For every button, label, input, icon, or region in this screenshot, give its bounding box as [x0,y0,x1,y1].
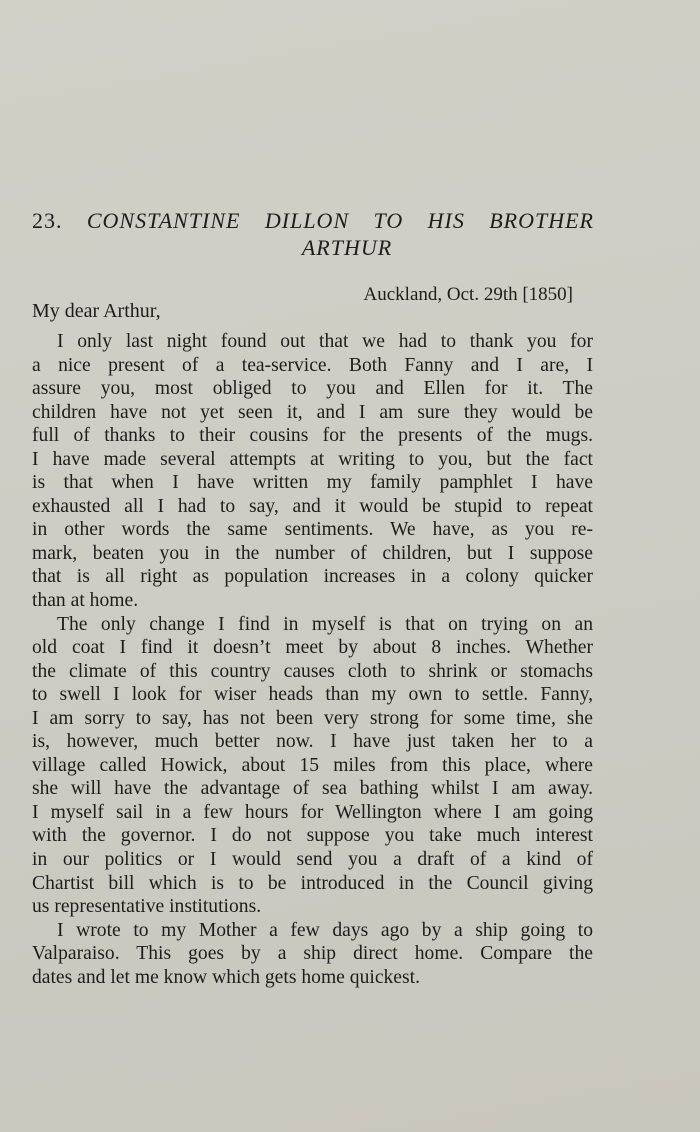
text-line: full of thanks to their cousins for the presents of the mugs. [32,425,593,447]
heading-line-1 [32,208,594,234]
text-line: with the governor. I do not suppose you take much interest [32,825,593,847]
text-line: she will have the advantage of sea bathing whilst I am away. [32,778,593,800]
text-line: exhausted all I had to say, and it would be stupid to repeat [32,495,593,517]
text-line: Chartist bill which is to be introduced in the Council giving [32,872,593,894]
text-line: I only last night found out that we had to thank you for [57,331,593,352]
text-line: a nice present of a tea-service. Both Fanny and I are, I [32,354,593,376]
text-line: assure you, most obliged to you and Ellen for it. The [32,378,593,400]
text-line: the climate of this country causes cloth to shrink or stomachs [32,660,593,682]
dateline: Auckland, Oct. 29th [1850] [363,284,573,305]
text-line: to swell I look for wiser heads than my own to settle. Fanny, [32,684,593,706]
paragraph [32,330,593,613]
title-word: CONSTANTINE [86,208,241,233]
letter-body [32,330,593,989]
text-line: village called Howick, about 15 miles from this place, where [32,754,593,776]
salutation: My dear Arthur, [32,300,161,322]
title-word: DILLON [264,208,350,233]
text-line: than at home. [32,590,139,612]
title-word: BROTHER [489,208,594,233]
text-line: old coat I find it doesn’t meet by about 8 inches. Whether [32,637,593,659]
paragraph [32,919,593,990]
letter-heading [32,208,594,261]
text-line: Valparaiso. This goes by a ship direct home. Compare the [32,943,593,965]
text-line: is, however, much better now. I have just taken her to a [32,731,593,753]
title-word: TO [373,208,404,233]
text-line: children have not yet seen it, and I am sure they would be [32,401,593,423]
text-line: I wrote to my Mother a few days ago by a ship going to [57,919,593,941]
text-line: I have made several attempts at writing to you, but the fact [32,448,593,470]
text-line: that is all right as population increases in a colony quicker [32,566,593,588]
letter-number: 23. [32,208,63,233]
text-line: I myself sail in a few hours for Wellington where I am going [32,801,593,823]
text-line: us representative institutions. [32,896,262,918]
text-line: I am sorry to say, has not been very strong for some time, she [32,707,593,729]
paragraph [32,613,593,919]
text-line: in other words the same sentiments. We have, as you re- [32,519,593,541]
text-line: in our politics or I would send you a draft of a kind of [32,849,593,871]
text-line: mark, beaten you in the number of children, but I suppose [32,542,593,564]
text-line: is that when I have written my family pamphlet I have [32,472,593,494]
heading-line-2: ARTHUR [301,235,393,260]
text-line: The only change I find in myself is that on trying on an [57,613,593,635]
title-word: HIS [427,208,465,233]
text-line: dates and let me know which gets home quickest. [32,966,420,988]
